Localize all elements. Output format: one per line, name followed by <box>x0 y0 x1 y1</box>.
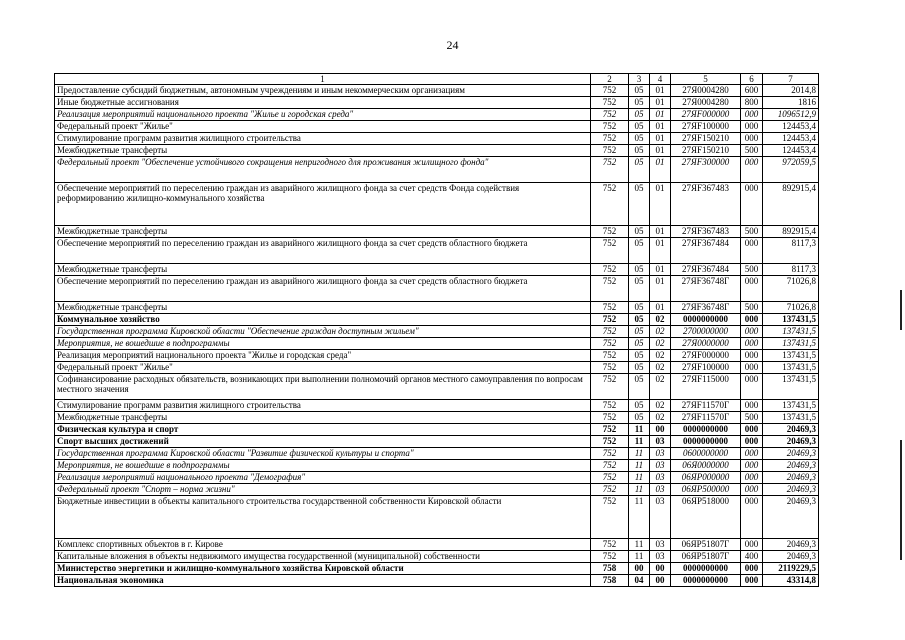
row-name-cell: Стимулирование программ развития жилищного строительства <box>55 400 591 412</box>
row-value-cell: 03 <box>650 436 671 448</box>
column-header-1: 1 <box>55 74 591 85</box>
row-name-cell: Обеспечение мероприятий по переселению граждан из аварийного жилищного фонда за счет средств областного бюджета <box>55 238 591 264</box>
row-value-cell: 400 <box>741 551 763 563</box>
row-value-cell: 752 <box>591 412 629 424</box>
row-value-cell: 500 <box>741 226 763 238</box>
row-value-cell: 752 <box>591 97 629 109</box>
row-value-cell: 752 <box>591 133 629 145</box>
table-row <box>55 338 819 350</box>
row-value-cell: 27ЯF000000 <box>671 350 741 362</box>
row-value-cell: 05 <box>629 338 650 350</box>
row-value-cell: 752 <box>591 484 629 496</box>
row-name-cell: Коммунальное хозяйство <box>55 314 591 326</box>
row-value-cell: 000 <box>741 472 763 484</box>
row-value-cell: 71026,8 <box>763 276 819 302</box>
row-value-cell: 01 <box>650 133 671 145</box>
row-value-cell: 752 <box>591 496 629 539</box>
table-row <box>55 121 819 133</box>
row-value-cell: 01 <box>650 226 671 238</box>
table-row <box>55 350 819 362</box>
row-value-cell: 137431,5 <box>763 350 819 362</box>
row-value-cell: 11 <box>629 448 650 460</box>
row-value-cell: 05 <box>629 374 650 400</box>
row-value-cell: 03 <box>650 448 671 460</box>
row-value-cell: 06ЯР51807Г <box>671 539 741 551</box>
table-row <box>55 436 819 448</box>
row-value-cell: 27ЯF36748Г <box>671 302 741 314</box>
scan-edge-mark <box>900 290 902 330</box>
row-value-cell: 752 <box>591 302 629 314</box>
row-name-cell: Федеральный проект "Жилье" <box>55 362 591 374</box>
row-name-cell: Капитальные вложения в объекты недвижимого имущества государственной (муниципальной) собственности <box>55 551 591 563</box>
row-name-cell: Иные бюджетные ассигнования <box>55 97 591 109</box>
row-value-cell: 000 <box>741 338 763 350</box>
row-value-cell: 752 <box>591 157 629 183</box>
row-value-cell: 000 <box>741 575 763 587</box>
row-value-cell: 752 <box>591 436 629 448</box>
row-value-cell: 11 <box>629 484 650 496</box>
row-value-cell: 752 <box>591 448 629 460</box>
row-value-cell: 892915,4 <box>763 183 819 226</box>
row-name-cell: Межбюджетные трансферты <box>55 145 591 157</box>
table-row <box>55 109 819 121</box>
row-name-cell: Федеральный проект "Жилье" <box>55 121 591 133</box>
row-name-cell: Федеральный проект "Спорт – норма жизни" <box>55 484 591 496</box>
row-value-cell: 02 <box>650 374 671 400</box>
row-name-cell: Мероприятия, не вошедшие в подпрограммы <box>55 460 591 472</box>
row-value-cell: 752 <box>591 109 629 121</box>
scan-edge-mark <box>900 440 902 560</box>
row-value-cell: 752 <box>591 326 629 338</box>
column-header-4: 4 <box>650 74 671 85</box>
row-value-cell: 752 <box>591 551 629 563</box>
row-value-cell: 20469,3 <box>763 496 819 539</box>
row-value-cell: 05 <box>629 157 650 183</box>
page-number: 24 <box>446 38 459 52</box>
row-value-cell: 01 <box>650 183 671 226</box>
row-value-cell: 02 <box>650 338 671 350</box>
row-value-cell: 03 <box>650 539 671 551</box>
row-value-cell: 20469,3 <box>763 484 819 496</box>
row-value-cell: 01 <box>650 302 671 314</box>
table-row <box>55 362 819 374</box>
row-value-cell: 758 <box>591 575 629 587</box>
row-value-cell: 20469,3 <box>763 436 819 448</box>
row-value-cell: 06ЯР51807Г <box>671 551 741 563</box>
row-value-cell: 137431,5 <box>763 326 819 338</box>
row-value-cell: 000 <box>741 314 763 326</box>
row-value-cell: 02 <box>650 400 671 412</box>
row-value-cell: 02 <box>650 362 671 374</box>
row-value-cell: 000 <box>741 448 763 460</box>
row-value-cell: 8117,3 <box>763 264 819 276</box>
table-row <box>55 460 819 472</box>
row-value-cell: 03 <box>650 496 671 539</box>
row-value-cell: 752 <box>591 374 629 400</box>
table-row <box>55 85 819 97</box>
row-value-cell: 000 <box>741 157 763 183</box>
row-value-cell: 752 <box>591 145 629 157</box>
row-value-cell: 43314,8 <box>763 575 819 587</box>
row-value-cell: 000 <box>741 400 763 412</box>
row-value-cell: 2119229,5 <box>763 563 819 575</box>
row-value-cell: 000 <box>741 276 763 302</box>
row-name-cell: Стимулирование программ развития жилищного строительства <box>55 133 591 145</box>
row-value-cell: 000 <box>741 238 763 264</box>
row-value-cell: 137431,5 <box>763 338 819 350</box>
row-value-cell: 800 <box>741 97 763 109</box>
row-name-cell: Физическая культура и спорт <box>55 424 591 436</box>
row-value-cell: 000 <box>741 350 763 362</box>
row-value-cell: 05 <box>629 121 650 133</box>
table-row <box>55 539 819 551</box>
row-value-cell: 27ЯF11570Г <box>671 400 741 412</box>
row-value-cell: 0600000000 <box>671 448 741 460</box>
row-value-cell: 000 <box>741 424 763 436</box>
row-value-cell: 11 <box>629 424 650 436</box>
row-value-cell: 05 <box>629 276 650 302</box>
budget-table <box>54 73 819 587</box>
row-value-cell: 05 <box>629 183 650 226</box>
row-value-cell: 05 <box>629 85 650 97</box>
row-value-cell: 00 <box>650 575 671 587</box>
row-value-cell: 1816 <box>763 97 819 109</box>
row-value-cell: 11 <box>629 551 650 563</box>
row-value-cell: 0000000000 <box>671 436 741 448</box>
row-value-cell: 04 <box>629 575 650 587</box>
row-value-cell: 27Я0000000 <box>671 338 741 350</box>
table-header-row <box>55 74 819 85</box>
row-value-cell: 03 <box>650 472 671 484</box>
row-value-cell: 500 <box>741 302 763 314</box>
row-value-cell: 137431,5 <box>763 362 819 374</box>
row-value-cell: 01 <box>650 145 671 157</box>
row-value-cell: 27ЯF300000 <box>671 157 741 183</box>
row-name-cell: Межбюджетные трансферты <box>55 264 591 276</box>
table-row <box>55 326 819 338</box>
row-value-cell: 27ЯF11570Г <box>671 412 741 424</box>
row-value-cell: 137431,5 <box>763 412 819 424</box>
table-row <box>55 424 819 436</box>
row-value-cell: 01 <box>650 121 671 133</box>
row-name-cell: Комплекс спортивных объектов в г. Кирове <box>55 539 591 551</box>
row-name-cell: Спорт высших достижений <box>55 436 591 448</box>
row-value-cell: 000 <box>741 109 763 121</box>
row-name-cell: Предоставление субсидий бюджетным, автономным учреждениям и иным некоммерческим организациям <box>55 85 591 97</box>
row-name-cell: Межбюджетные трансферты <box>55 226 591 238</box>
table-row <box>55 97 819 109</box>
row-value-cell: 752 <box>591 460 629 472</box>
row-value-cell: 752 <box>591 121 629 133</box>
row-value-cell: 05 <box>629 226 650 238</box>
row-value-cell: 11 <box>629 496 650 539</box>
row-value-cell: 05 <box>629 97 650 109</box>
row-value-cell: 000 <box>741 121 763 133</box>
row-value-cell: 000 <box>741 374 763 400</box>
row-value-cell: 000 <box>741 484 763 496</box>
table-row <box>55 264 819 276</box>
row-value-cell: 01 <box>650 85 671 97</box>
row-value-cell: 752 <box>591 183 629 226</box>
row-value-cell: 0000000000 <box>671 424 741 436</box>
row-value-cell: 2700000000 <box>671 326 741 338</box>
row-value-cell: 000 <box>741 539 763 551</box>
row-value-cell: 05 <box>629 350 650 362</box>
table-row <box>55 400 819 412</box>
row-value-cell: 27ЯF36748Г <box>671 276 741 302</box>
row-value-cell: 00 <box>650 424 671 436</box>
row-value-cell: 05 <box>629 238 650 264</box>
row-value-cell: 20469,3 <box>763 460 819 472</box>
row-value-cell: 01 <box>650 97 671 109</box>
table-row <box>55 472 819 484</box>
row-value-cell: 27ЯF150210 <box>671 133 741 145</box>
row-value-cell: 124453,4 <box>763 133 819 145</box>
row-value-cell: 27ЯF367484 <box>671 238 741 264</box>
row-value-cell: 02 <box>650 314 671 326</box>
row-name-cell: Реализация мероприятий национального проекта "Демография" <box>55 472 591 484</box>
column-header-3: 3 <box>629 74 650 85</box>
table-row <box>55 563 819 575</box>
row-value-cell: 500 <box>741 145 763 157</box>
table-row <box>55 276 819 302</box>
column-header-5: 5 <box>671 74 741 85</box>
row-value-cell: 000 <box>741 460 763 472</box>
row-value-cell: 00 <box>629 563 650 575</box>
row-value-cell: 000 <box>741 563 763 575</box>
row-name-cell: Бюджетные инвестиции в объекты капитального строительства государственной собственности Кировской области <box>55 496 591 539</box>
row-name-cell: Обеспечение мероприятий по переселению граждан из аварийного жилищного фонда за счет средств Фонда содействия реформированию жилищно-коммунального хозяйства <box>55 183 591 226</box>
row-name-cell: Межбюджетные трансферты <box>55 302 591 314</box>
row-value-cell: 000 <box>741 133 763 145</box>
row-value-cell: 752 <box>591 338 629 350</box>
row-name-cell: Федеральный проект "Обеспечение устойчивого сокращения непригодного для проживания жилищного фонда" <box>55 157 591 183</box>
row-value-cell: 000 <box>741 362 763 374</box>
row-value-cell: 27ЯF100000 <box>671 121 741 133</box>
row-value-cell: 02 <box>650 350 671 362</box>
row-value-cell: 01 <box>650 157 671 183</box>
row-value-cell: 05 <box>629 314 650 326</box>
table-row <box>55 484 819 496</box>
row-name-cell: Обеспечение мероприятий по переселению граждан из аварийного жилищного фонда за счет средств областного бюджета <box>55 276 591 302</box>
table-row <box>55 238 819 264</box>
row-value-cell: 000 <box>741 436 763 448</box>
row-value-cell: 752 <box>591 424 629 436</box>
row-value-cell: 01 <box>650 276 671 302</box>
table-row <box>55 496 819 539</box>
column-header-2: 2 <box>591 74 629 85</box>
row-value-cell: 71026,8 <box>763 302 819 314</box>
table-row <box>55 412 819 424</box>
row-name-cell: Межбюджетные трансферты <box>55 412 591 424</box>
row-value-cell: 05 <box>629 302 650 314</box>
row-value-cell: 0000000000 <box>671 563 741 575</box>
row-value-cell: 0000000000 <box>671 314 741 326</box>
row-value-cell: 02 <box>650 326 671 338</box>
row-name-cell: Государственная программа Кировской области "Обеспечение граждан доступным жильем" <box>55 326 591 338</box>
row-value-cell: 0000000000 <box>671 575 741 587</box>
row-name-cell: Национальная экономика <box>55 575 591 587</box>
table-row <box>55 302 819 314</box>
row-value-cell: 27ЯF367484 <box>671 264 741 276</box>
row-value-cell: 000 <box>741 496 763 539</box>
row-value-cell: 06Я0000000 <box>671 460 741 472</box>
row-value-cell: 06ЯР500000 <box>671 484 741 496</box>
row-value-cell: 137431,5 <box>763 314 819 326</box>
row-value-cell: 27Я0004280 <box>671 97 741 109</box>
row-value-cell: 27ЯF000000 <box>671 109 741 121</box>
row-value-cell: 20469,3 <box>763 424 819 436</box>
row-value-cell: 03 <box>650 484 671 496</box>
table-body <box>55 85 819 587</box>
row-value-cell: 03 <box>650 460 671 472</box>
row-value-cell: 05 <box>629 145 650 157</box>
table-row <box>55 157 819 183</box>
row-value-cell: 05 <box>629 412 650 424</box>
row-value-cell: 752 <box>591 276 629 302</box>
row-value-cell: 752 <box>591 350 629 362</box>
row-value-cell: 752 <box>591 264 629 276</box>
row-value-cell: 11 <box>629 436 650 448</box>
row-value-cell: 758 <box>591 563 629 575</box>
row-value-cell: 000 <box>741 183 763 226</box>
row-value-cell: 01 <box>650 264 671 276</box>
table-row <box>55 145 819 157</box>
row-value-cell: 11 <box>629 472 650 484</box>
row-value-cell: 20469,3 <box>763 539 819 551</box>
row-value-cell: 500 <box>741 264 763 276</box>
row-value-cell: 752 <box>591 226 629 238</box>
row-value-cell: 752 <box>591 539 629 551</box>
row-name-cell: Мероприятия, не вошедшие в подпрограммы <box>55 338 591 350</box>
row-value-cell: 27ЯF100000 <box>671 362 741 374</box>
row-value-cell: 972059,5 <box>763 157 819 183</box>
row-value-cell: 27Я0004280 <box>671 85 741 97</box>
column-header-7: 7 <box>763 74 819 85</box>
row-value-cell: 752 <box>591 472 629 484</box>
row-value-cell: 05 <box>629 326 650 338</box>
row-value-cell: 02 <box>650 412 671 424</box>
row-value-cell: 27ЯF115000 <box>671 374 741 400</box>
row-value-cell: 01 <box>650 109 671 121</box>
row-value-cell: 27ЯF367483 <box>671 183 741 226</box>
row-value-cell: 752 <box>591 238 629 264</box>
table-row <box>55 551 819 563</box>
row-value-cell: 06ЯР518000 <box>671 496 741 539</box>
row-value-cell: 27ЯF150210 <box>671 145 741 157</box>
table-row <box>55 314 819 326</box>
row-value-cell: 892915,4 <box>763 226 819 238</box>
row-value-cell: 05 <box>629 109 650 121</box>
row-name-cell: Софинансирование расходных обязательств, возникающих при выполнении полномочий органов местного самоуправления по вопросам местного значения <box>55 374 591 400</box>
row-value-cell: 137431,5 <box>763 400 819 412</box>
row-name-cell: Реализация мероприятий национального проекта "Жилье и городская среда" <box>55 109 591 121</box>
row-name-cell: Реализация мероприятий национального проекта "Жилье и городская среда" <box>55 350 591 362</box>
row-value-cell: 03 <box>650 551 671 563</box>
table-row <box>55 133 819 145</box>
row-value-cell: 20469,3 <box>763 551 819 563</box>
row-value-cell: 8117,3 <box>763 238 819 264</box>
row-value-cell: 06ЯР000000 <box>671 472 741 484</box>
row-value-cell: 752 <box>591 85 629 97</box>
row-value-cell: 11 <box>629 460 650 472</box>
column-header-6: 6 <box>741 74 763 85</box>
row-value-cell: 1096512,9 <box>763 109 819 121</box>
row-value-cell: 05 <box>629 264 650 276</box>
row-value-cell: 124453,4 <box>763 145 819 157</box>
row-value-cell: 05 <box>629 133 650 145</box>
row-value-cell: 27ЯF367483 <box>671 226 741 238</box>
row-value-cell: 000 <box>741 326 763 338</box>
table-row <box>55 183 819 226</box>
row-name-cell: Государственная программа Кировской области "Развитие физической культуры и спорта" <box>55 448 591 460</box>
row-value-cell: 00 <box>650 563 671 575</box>
row-value-cell: 20469,3 <box>763 472 819 484</box>
row-value-cell: 137431,5 <box>763 374 819 400</box>
row-value-cell: 11 <box>629 539 650 551</box>
row-value-cell: 752 <box>591 400 629 412</box>
table-row <box>55 226 819 238</box>
table-row <box>55 374 819 400</box>
row-name-cell: Министерство энергетики и жилищно-коммунального хозяйства Кировской области <box>55 563 591 575</box>
row-value-cell: 500 <box>741 412 763 424</box>
row-value-cell: 124453,4 <box>763 121 819 133</box>
row-value-cell: 752 <box>591 314 629 326</box>
row-value-cell: 752 <box>591 362 629 374</box>
row-value-cell: 20469,3 <box>763 448 819 460</box>
row-value-cell: 05 <box>629 400 650 412</box>
row-value-cell: 05 <box>629 362 650 374</box>
row-value-cell: 2014,8 <box>763 85 819 97</box>
row-value-cell: 01 <box>650 238 671 264</box>
table-row <box>55 575 819 587</box>
table-row <box>55 448 819 460</box>
row-value-cell: 600 <box>741 85 763 97</box>
